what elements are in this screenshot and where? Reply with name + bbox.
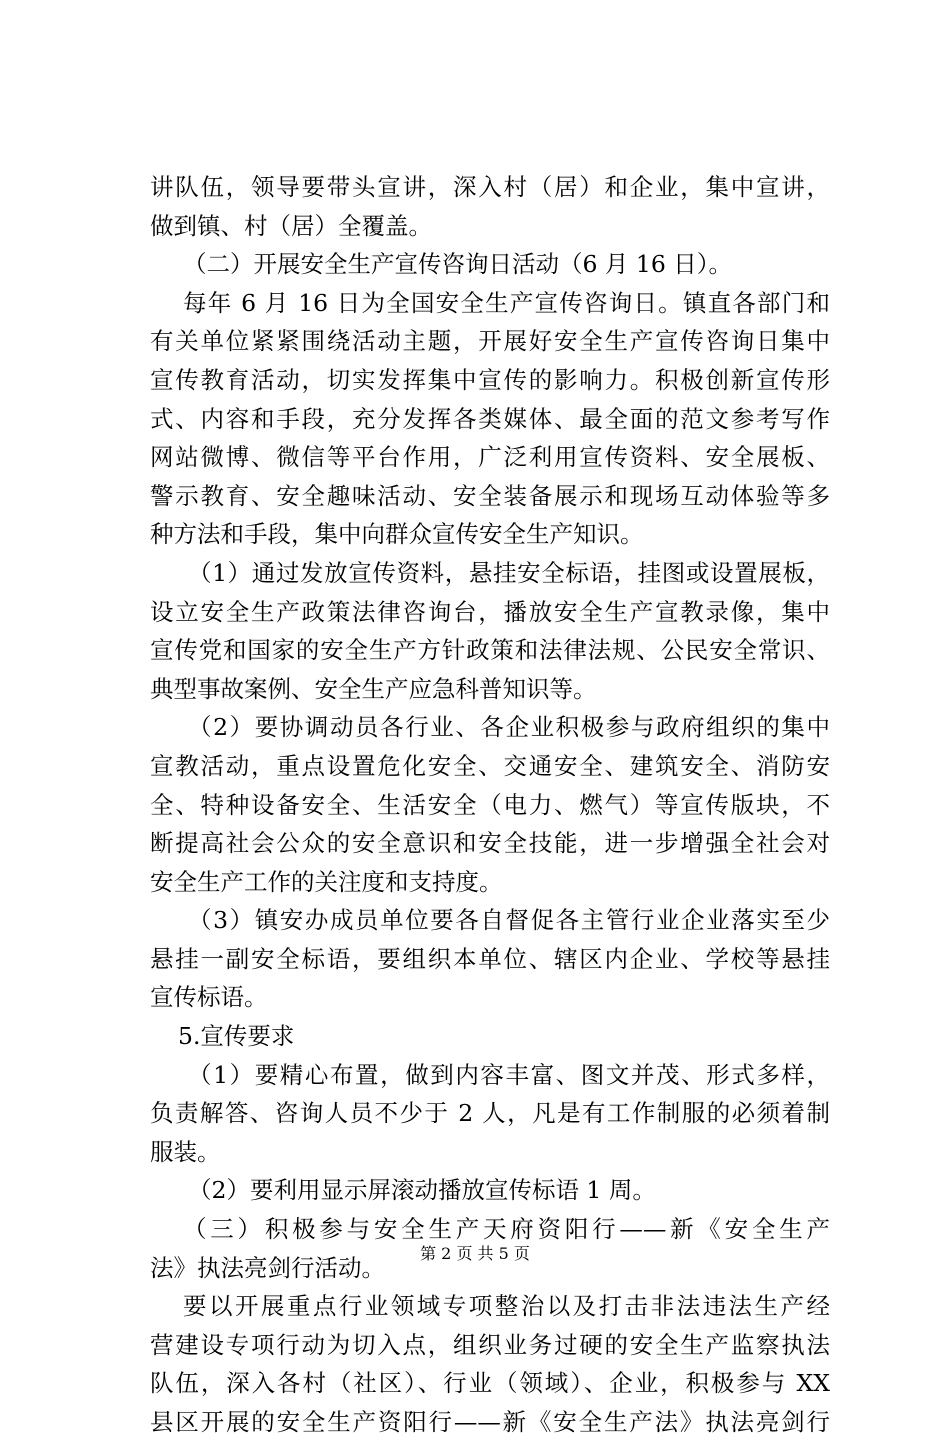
text-line: 服装。 xyxy=(150,1137,221,1166)
text-line: 设立安全生产政策法律咨询台，播放安全生产宣教录像，集中 xyxy=(150,597,830,626)
text-line: 宣传教育活动，切实发挥集中宣传的影响力。积极创新宣传形 xyxy=(150,365,830,394)
text-line: 警示教育、安全趣味活动、安全装备展示和现场互动体验等多 xyxy=(150,481,830,510)
text-line: 宣传党和国家的安全生产方针政策和法律法规、公民安全常识、 xyxy=(150,636,830,665)
text-line: 全、特种设备安全、生活安全（电力、燃气）等宣传版块，不 xyxy=(150,790,830,819)
text-line: （2）要协调动员各行业、各企业积极参与政府组织的集中 xyxy=(188,713,830,742)
text-line: 悬挂一副安全标语，要组织本单位、辖区内企业、学校等悬挂 xyxy=(150,944,830,973)
text-line: 县区开展的安全生产资阳行——新《安全生产法》执法亮剑行 xyxy=(150,1408,830,1436)
text-line: 营建设专项行动为切入点，组织业务过硬的安全生产监察执法 xyxy=(150,1330,830,1359)
text-line: 做到镇、村（居）全覆盖。 xyxy=(150,211,432,240)
text-line: 安全生产工作的关注度和支持度。 xyxy=(150,867,503,896)
text-line: 种方法和手段，集中向群众宣传安全生产知识。 xyxy=(150,520,644,549)
text-line: 队伍，深入各村（社区）、行业（领域）、企业，积极参与 XX xyxy=(150,1369,830,1398)
page-number: 第 2 页 共 5 页 xyxy=(420,1244,530,1263)
section-heading: 5.宣传要求 xyxy=(178,1022,295,1051)
text-line: 断提高社会公众的安全意识和安全技能，进一步增强全社会对 xyxy=(150,829,830,858)
text-line: 要以开展重点行业领域专项整治以及打击非法违法生产经 xyxy=(183,1292,830,1321)
text-line: 宣教活动，重点设置危化安全、交通安全、建筑安全、消防安 xyxy=(150,751,830,780)
text-line: 宣传标语。 xyxy=(150,983,268,1012)
text-line: 式、内容和手段，充分发挥各类媒体、最全面的范文参考写作 xyxy=(150,404,830,433)
text-line: 负责解答、咨询人员不少于 2 人，凡是有工作制服的必须着制 xyxy=(150,1099,830,1128)
text-line: （2）要利用显示屏滚动播放宣传标语 1 周。 xyxy=(188,1176,656,1205)
text-line: 典型事故案例、安全生产应急科普知识等。 xyxy=(150,674,597,703)
section-heading: （三）积极参与安全生产天府资阳行——新《安全生产 xyxy=(183,1215,830,1244)
page-footer xyxy=(0,1244,950,1264)
text-line: 每年 6 月 16 日为全国安全生产宣传咨询日。镇直各部门和 xyxy=(183,288,830,317)
text-line: （1）通过发放宣传资料，悬挂安全标语，挂图或设置展板， xyxy=(188,558,830,587)
text-line: （1）要精心布置，做到内容丰富、图文并茂、形式多样， xyxy=(188,1060,830,1089)
text-line: 讲队伍，领导要带头宣讲，深入村（居）和企业，集中宣讲， xyxy=(150,173,830,201)
text-line: （3）镇安办成员单位要各自督促各主管行业企业落实至少 xyxy=(188,906,830,935)
text-line: 有关单位紧紧围绕活动主题，开展好安全生产宣传咨询日集中 xyxy=(150,327,830,356)
section-heading: 法》执法亮剑行活动。 xyxy=(150,1253,385,1282)
section-heading: （二）开展安全生产宣传咨询日活动（6 月 16 日）。 xyxy=(183,250,733,279)
text-line: 网站微博、微信等平台作用，广泛利用宣传资料、安全展板、 xyxy=(150,443,830,472)
